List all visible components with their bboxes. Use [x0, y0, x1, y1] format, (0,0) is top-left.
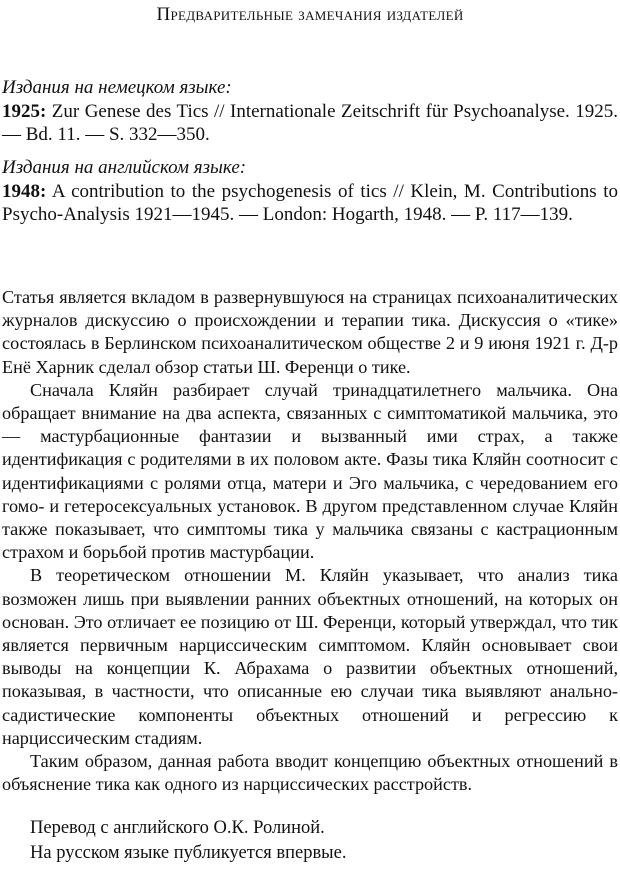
german-edition-text: Zur Genese des Tics // Internationale Zeitschrift für Psychoanalyse. 1925. — Bd. 11. — S. 332—350.	[2, 100, 619, 145]
german-edition-citation	[2, 100, 618, 147]
editors-notes-body	[2, 286, 618, 796]
english-editions	[2, 156, 618, 227]
body-paragraph: В теоретическом отношении М. Кляйн указывает, что анализ тика возможен лишь при выявлении ранних объектных отношений, на которых он основан. Это отличает ее позицию от Ш. Ференци, который утверждал, что тик является первичным нарциссическим симптомом. Кляйн основывает свои выводы на концепции К. Абрахама о развитии объектных отношений, показывая, в частности, что описанные ею случаи тика выявляют анально-садистические компоненты объектных отношений и регрессию к нарциссическим стадиям.	[2, 565, 618, 748]
running-header: Предварительные замечания издателей	[156, 4, 464, 25]
german-edition-year: 1925:	[2, 100, 47, 122]
translator-note: Перевод с английского О.К. Ролиной.	[30, 818, 325, 838]
english-edition-year: 1948:	[2, 180, 47, 202]
body-paragraph: Таким образом, данная работа вводит концепцию объектных отношений в объяснение тика как одного из нарциссических расстройств.	[2, 751, 618, 795]
body-paragraph: Статья является вкладом в развернувшуюся на страницах психоаналитических журналов дискуссию о происхождении и терапии тика. Дискуссия о «тике» состоялась в Берлинском психоаналитическом обществе 2 и 9 июня 1921 г. Д-р Енё Харник сделал обзор статьи Ш. Ференци о тике.	[2, 287, 618, 377]
english-edition-text: A contribution to the psychogenesis of tics // Klein, M. Contributions to Psycho-Analysis 1921—1945. — London: Hogarth, 1948. — P. 117—139.	[2, 180, 618, 225]
english-edition-citation	[2, 180, 618, 227]
first-publication-note: На русском языке публикуется впервые.	[30, 843, 347, 863]
body-paragraph: Сначала Кляйн разбирает случай тринадцатилетнего мальчика. Она обращает внимание на два аспекта, связанных с симптоматикой мальчика, это — мастурбационные фантазии и вызванный ими страх, а также идентификация с родителями в их половом акте. Фазы тика Кляйн соотносит с идентификациями с ролями отца, матери и Эго мальчика, с чередованием его гомо- и гетеросексуальных установок. В другом представленном случае Кляйн также показывает, что симптомы тика у мальчика связаны с кастрационным страхом и борьбой против мастурбации.	[2, 379, 618, 563]
german-editions-heading: Издания на немецком языке:	[2, 77, 232, 98]
german-editions	[2, 76, 618, 147]
english-editions-heading: Издания на английском языке:	[2, 157, 247, 178]
